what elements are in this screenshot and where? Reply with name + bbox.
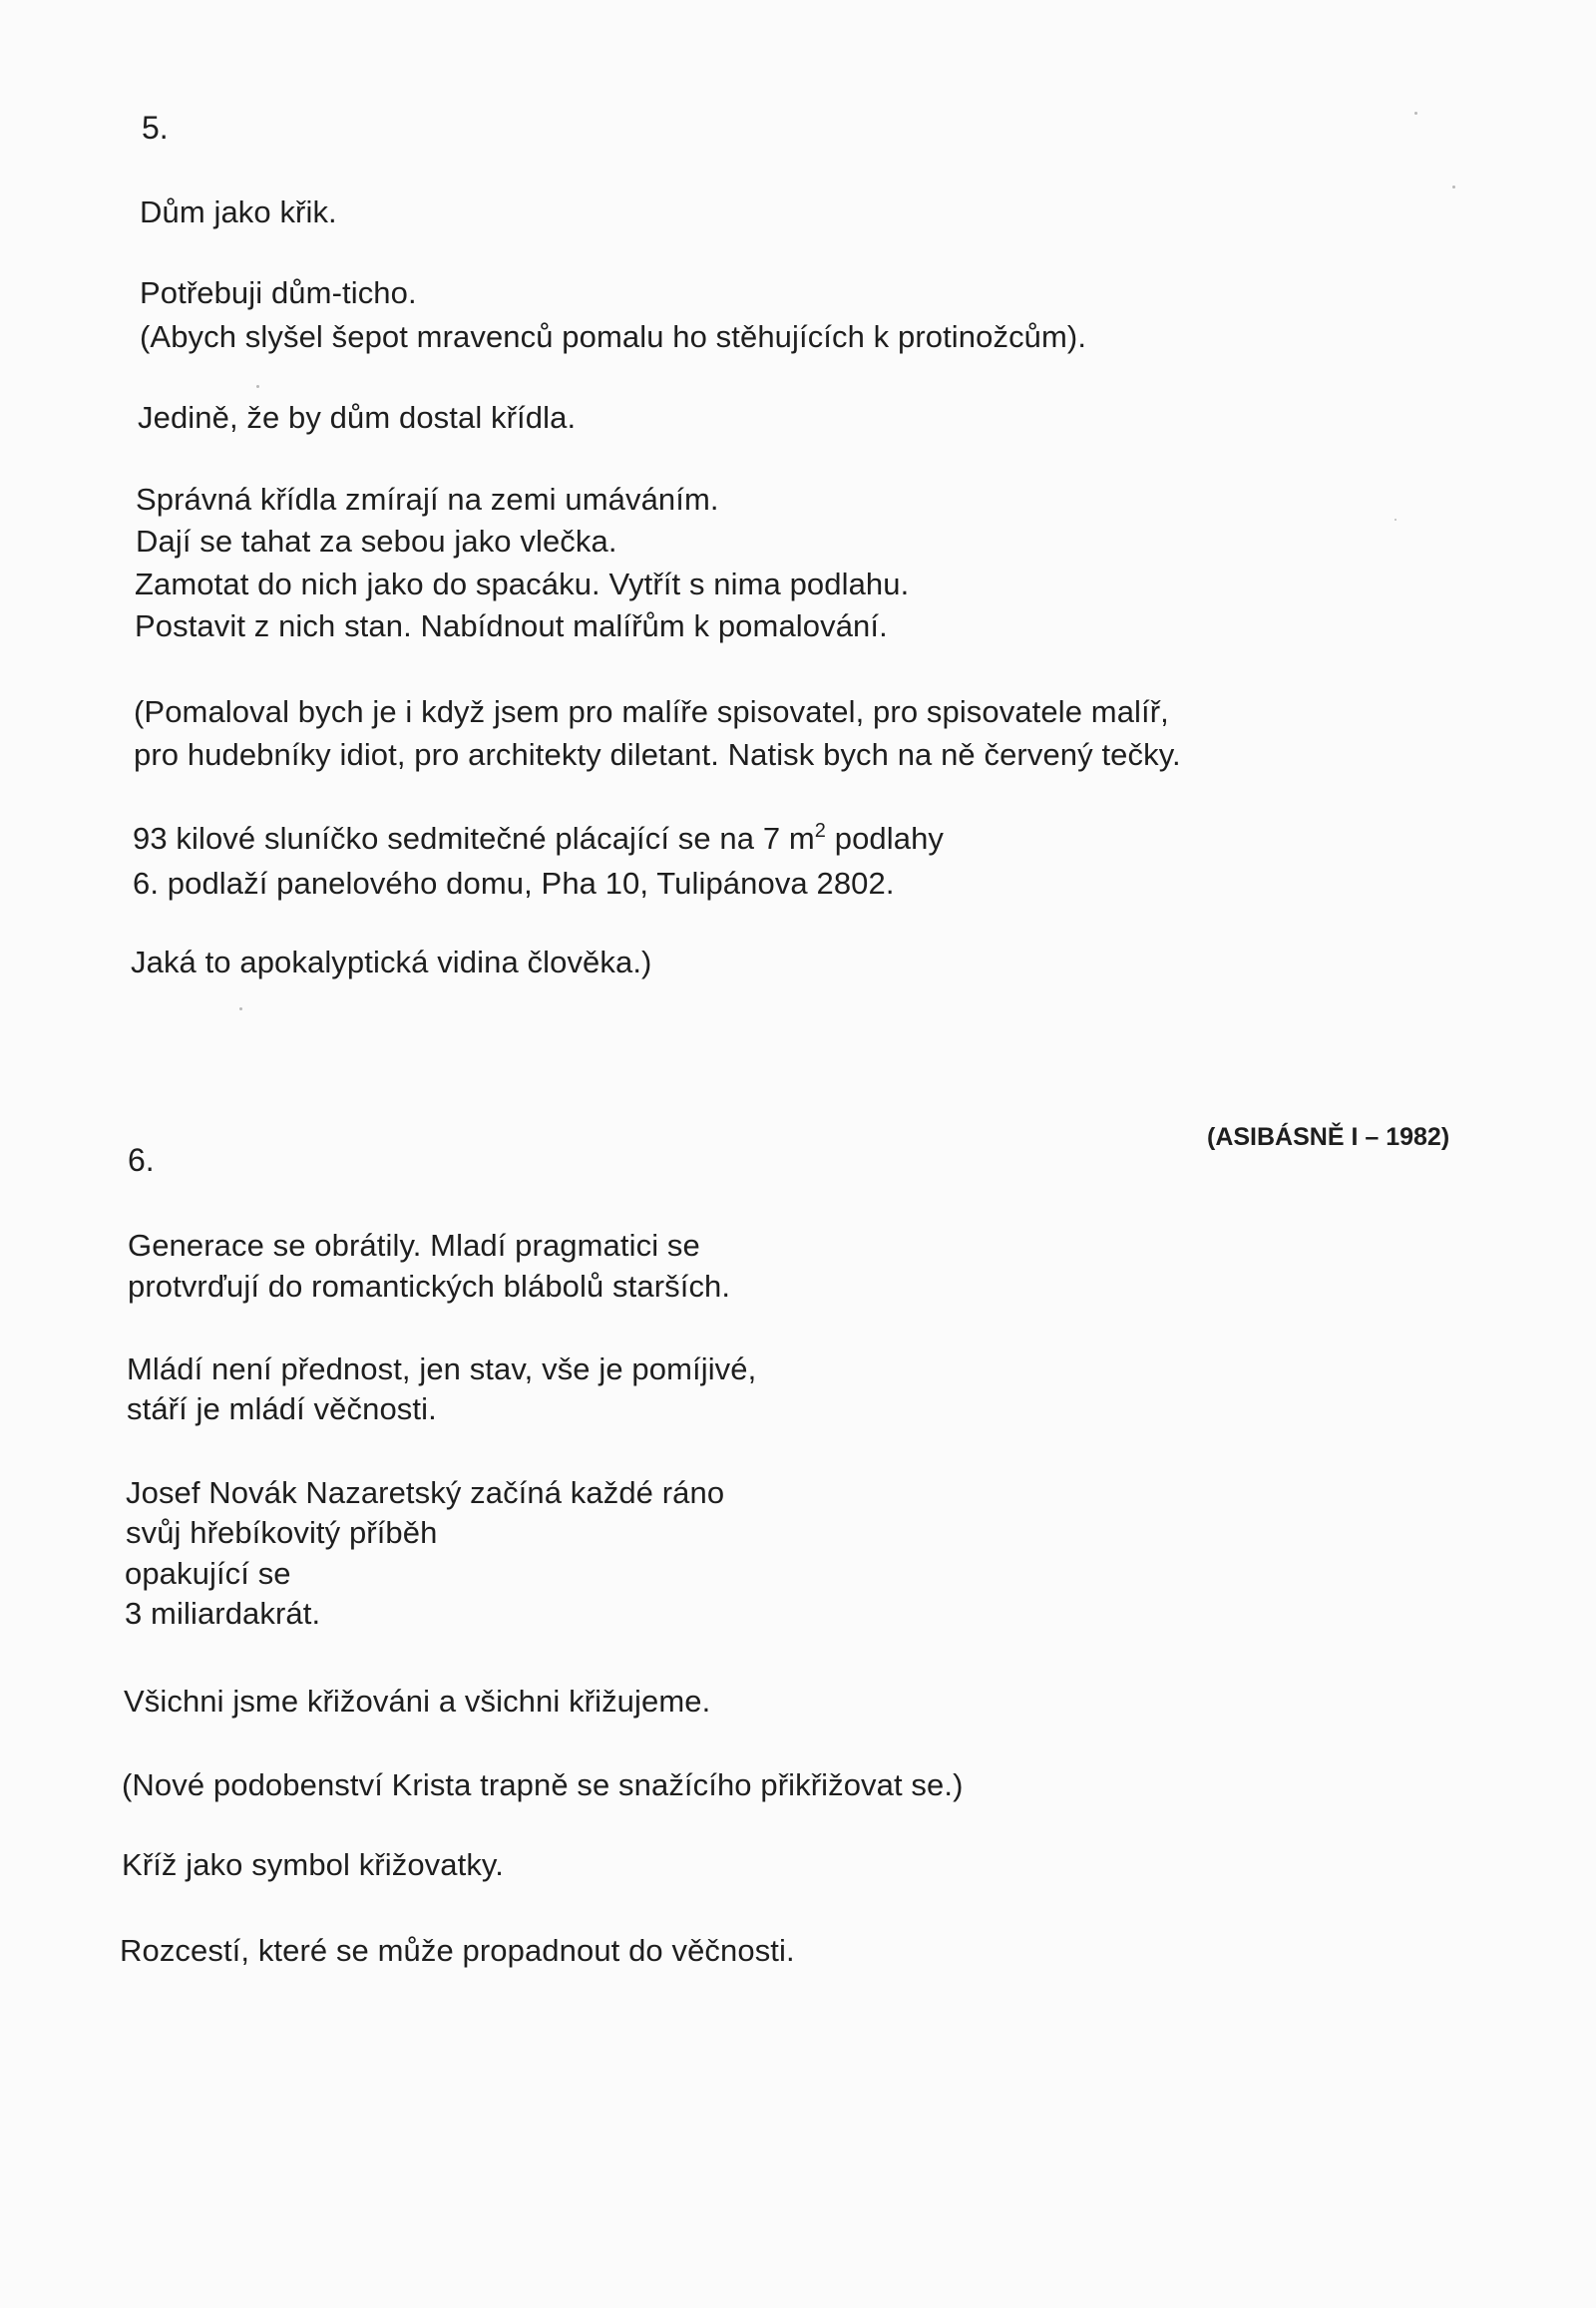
s6-line-6: svůj hřebíkovitý příběh	[126, 1515, 438, 1550]
s6-line-1: Generace se obrátily. Mladí pragmatici se	[128, 1228, 700, 1263]
s6-line-2: protvrďují do romantických blábolů starších.	[128, 1269, 731, 1304]
s5-line-2: Potřebuji dům-ticho.	[140, 275, 417, 310]
paper-speck	[1414, 112, 1417, 115]
s5-line-11	[133, 819, 944, 859]
section-6-number: 6.	[128, 1142, 155, 1178]
s6-line-11: Kříž jako symbol křižovatky.	[122, 1847, 504, 1882]
attribution: (ASIBÁSNĚ I – 1982)	[1207, 1123, 1450, 1151]
s5-line-9: (Pomaloval bych je i když jsem pro malíře spisovatel, pro spisovatele malíř,	[134, 694, 1169, 729]
s5-line-1: Dům jako křik.	[140, 194, 337, 229]
s6-line-4: stáří je mládí věčnosti.	[127, 1391, 437, 1426]
s5-line-11-tail: podlahy	[826, 821, 945, 856]
s5-line-6: Dají se tahat za sebou jako vlečka.	[136, 524, 617, 559]
s5-line-10: pro hudebníky idiot, pro architekty diletant. Natisk bych na ně červený tečky.	[134, 737, 1181, 772]
s6-line-9: Všichni jsme křižováni a všichni křižujeme.	[124, 1684, 711, 1719]
s5-line-11-text: 93 kilové sluníčko sedmitečné plácající se na 7 m	[133, 821, 815, 856]
s5-line-4: Jedině, že by dům dostal křídla.	[138, 400, 577, 435]
s6-line-7: opakující se	[125, 1556, 291, 1591]
s5-line-7: Zamotat do nich jako do spacáku. Vytřít s nima podlahu.	[135, 567, 910, 601]
s5-line-12: 6. podlaží panelového domu, Pha 10, Tulipánova 2802.	[133, 866, 895, 901]
paper-speck	[239, 1007, 242, 1010]
section-5-number: 5.	[142, 110, 169, 146]
s6-line-10: (Nové podobenství Krista trapně se snažícího přikřižovat se.)	[122, 1767, 964, 1802]
paper-speck	[1395, 519, 1396, 521]
s6-line-5: Josef Novák Nazaretský začíná každé ráno	[126, 1475, 725, 1510]
s5-line-13: Jaká to apokalyptická vidina člověka.)	[131, 945, 652, 979]
s6-line-12: Rozcestí, které se může propadnout do věčnosti.	[120, 1933, 795, 1968]
s5-line-8: Postavit z nich stan. Nabídnout malířům k pomalování.	[135, 608, 888, 643]
s5-line-3: (Abych slyšel šepot mravenců pomalu ho stěhujících k protinožcům).	[140, 319, 1087, 354]
paper-speck	[1452, 186, 1455, 189]
s6-line-3: Mládí není přednost, jen stav, vše je pomíjivé,	[127, 1351, 757, 1386]
s5-line-5: Správná křídla zmírají na zemi umáváním.	[136, 482, 719, 517]
s6-line-8: 3 miliardakrát.	[125, 1596, 321, 1631]
superscript-2: 2	[814, 820, 827, 842]
paper-speck	[256, 385, 259, 388]
